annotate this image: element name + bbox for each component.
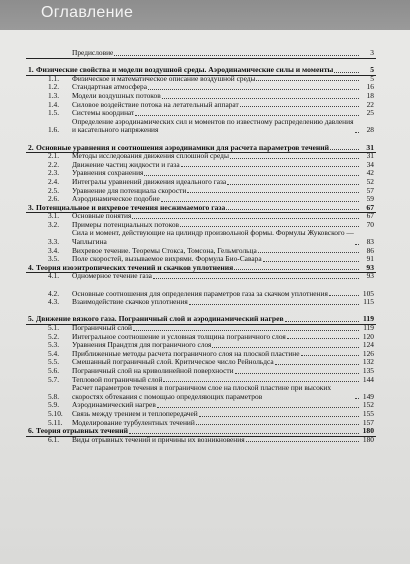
toc-entry-title: Виды отрывных течений и причины их возникновения <box>72 435 245 444</box>
toc-entry-page: 34 <box>366 159 374 169</box>
dot-leader <box>189 304 359 305</box>
dot-leader <box>187 192 359 193</box>
toc-entry-title: Примеры потенциальных потоков <box>72 220 180 229</box>
toc-entry-title: Предисловие <box>72 49 114 57</box>
toc-entry-page: 152 <box>362 400 374 410</box>
toc-entry-title: Уравнения сохранения <box>72 169 144 178</box>
toc-entry-page: 180 <box>362 434 374 444</box>
toc-entry-page: 119 <box>363 323 374 332</box>
toc-entry-number: 6. <box>28 426 34 436</box>
toc-entry-title: Поле скоростей, вызываемое вихрями. Формула Био-Савара <box>72 255 262 264</box>
toc-chapter <box>28 307 374 324</box>
dot-leader <box>240 106 359 107</box>
toc-entry-title: Вихревое течение. Теоремы Стокса, Томсона, Гельмгольца <box>72 246 257 255</box>
toc-entry <box>28 212 374 221</box>
toc-entry-page: 31 <box>366 151 374 161</box>
dot-leader <box>144 175 359 176</box>
toc-entry-page: 86 <box>366 245 374 255</box>
toc-entry-number: 3.5. <box>48 254 60 264</box>
dot-leader <box>163 381 359 382</box>
page-header <box>0 0 410 30</box>
dot-leader <box>230 158 359 159</box>
toc-entry <box>28 367 374 376</box>
toc-entry-number: 5.2. <box>48 331 60 341</box>
toc-entry-title: Тепловой пограничный слой <box>72 375 163 384</box>
dot-leader <box>355 132 359 133</box>
dot-leader <box>235 373 359 374</box>
dot-leader <box>180 226 359 227</box>
toc-entry-title: Пограничный слой <box>72 324 133 332</box>
toc-entry <box>28 169 374 178</box>
toc-entry-page: 83 <box>366 237 374 247</box>
toc-entry-page: 18 <box>366 90 374 100</box>
toc-entry-number: 2.2. <box>48 159 60 169</box>
toc-entry-number: 2.3. <box>48 168 60 178</box>
toc-entry <box>28 152 374 161</box>
dot-leader <box>285 321 359 322</box>
dot-leader <box>329 295 359 296</box>
dot-leader <box>212 347 359 348</box>
toc-entry-number: 5.11. <box>48 417 63 427</box>
toc-entry-title: Расчет параметров течения в пограничном слое на плоской пластине при высоких скоростях обтекания с помощью определяющих параметров <box>72 384 332 401</box>
toc-entry-page: 31 <box>366 142 374 152</box>
toc-entry-title: Уравнения Прандтля для пограничного слоя <box>72 341 212 350</box>
table-of-contents <box>28 49 374 444</box>
dot-leader <box>226 209 359 210</box>
dot-leader <box>196 424 359 425</box>
toc-entry-number: 1.6. <box>48 125 60 135</box>
toc-entry <box>28 221 374 230</box>
toc-entry-title: Методы исследования движения сплошной среды <box>72 152 229 161</box>
toc-entry <box>28 358 374 367</box>
toc-entry-number: 1.4. <box>48 99 60 109</box>
toc-entry <box>28 281 374 298</box>
toc-entry-number: 2.6. <box>48 194 60 204</box>
dot-leader <box>330 149 359 150</box>
dot-leader <box>114 55 359 56</box>
dot-leader <box>355 244 359 245</box>
toc-chapter <box>28 135 374 152</box>
toc-entry <box>28 178 374 187</box>
toc-entry-title: Смешанный пограничный слой. Критическое число Рейнольдса <box>72 358 274 367</box>
dot-leader <box>161 201 359 202</box>
dot-leader <box>287 338 359 339</box>
toc-entry-page: 70 <box>366 219 374 229</box>
toc-entry-title: Основные уравнения и соотношения аэродинамики для расчета параметров течений <box>36 143 329 152</box>
toc-entry-title: Основные соотношения для определения параметров газа за скачком уплотнения <box>72 289 328 298</box>
toc-entry-page: 42 <box>366 168 374 178</box>
toc-entry-page: 120 <box>362 331 374 341</box>
dot-leader <box>258 252 359 253</box>
toc-chapter <box>28 204 374 213</box>
toc-entry-page: 180 <box>362 426 374 436</box>
toc-entry-page: 115 <box>363 297 374 307</box>
toc-entry-title: Физическое и математическое описание воздушной среды <box>72 74 256 83</box>
dot-leader <box>234 269 359 270</box>
dot-leader <box>133 330 359 331</box>
toc-entry-number: 4.2. <box>48 288 60 298</box>
toc-chapter <box>28 427 374 436</box>
toc-entry-number: 1.1. <box>48 73 60 83</box>
toc-entry-page: 3 <box>370 48 374 57</box>
toc-entry-page: 105 <box>362 288 374 298</box>
toc-entry-number: 5.5. <box>48 357 60 367</box>
toc-entry <box>28 118 374 135</box>
toc-entry <box>28 83 374 92</box>
toc-entry-number: 3.4. <box>48 245 60 255</box>
toc-entry <box>28 49 374 58</box>
toc-entry-title: Аэродинамическое подобие <box>72 195 160 204</box>
toc-entry-page: 124 <box>362 340 374 350</box>
dot-leader <box>256 80 359 81</box>
toc-entry-page: 149 <box>362 391 374 401</box>
toc-entry-title: Силовое воздействие потока на летательный аппарат <box>72 100 239 109</box>
dot-leader <box>263 261 359 262</box>
toc-entry <box>28 161 374 170</box>
toc-entry-title: Теория отрывных течений <box>36 427 129 436</box>
toc-entry-title: Определение аэродинамических сил и моментов по известному распределению давления и касательного напряжения <box>72 117 354 135</box>
toc-entry-title: Потенциальное и вихревое течения несжимаемого газа <box>36 203 226 212</box>
toc-entry <box>28 229 374 246</box>
dot-leader <box>355 398 359 399</box>
toc-entry-title: Движение вязкого газа. Пограничный слой и аэродинамический нагрев <box>36 315 284 324</box>
toc-entry <box>28 350 374 359</box>
dot-leader <box>181 166 359 167</box>
toc-entry-number: 2.1. <box>48 151 60 161</box>
dot-leader <box>132 218 359 219</box>
toc-entry-page: 67 <box>366 202 374 212</box>
toc-entry-title: Основные понятия <box>72 212 132 221</box>
toc-entry-title: Приближенные методы расчета пограничного слоя на плоской пластине <box>72 349 300 358</box>
toc-entry-title: Движение частиц жидкости и газа <box>72 160 180 169</box>
toc-entry-number: 2. <box>28 142 34 152</box>
dot-leader <box>301 355 359 356</box>
toc-entry <box>28 401 374 410</box>
toc-entry <box>28 384 374 401</box>
toc-entry <box>28 298 374 307</box>
toc-entry-page: 59 <box>366 194 374 204</box>
dot-leader <box>246 441 359 442</box>
toc-entry-page: 5 <box>370 73 374 83</box>
toc-entry <box>28 195 374 204</box>
toc-entry-page: 67 <box>366 211 374 221</box>
toc-entry-page: 93 <box>366 271 374 281</box>
toc-entry-title: Физические свойства и модели воздушной среды. Аэродинамические силы и моменты <box>36 66 334 75</box>
toc-entry-number: 1. <box>28 65 34 75</box>
toc-entry-number: 3.3. <box>48 237 60 247</box>
toc-entry-title: Уравнение для потенциала скорости <box>72 186 187 195</box>
toc-entry-title: Взаимодействие скачков уплотнения <box>72 298 188 307</box>
toc-entry-number: 1.5. <box>48 108 60 118</box>
toc-entry <box>28 419 374 428</box>
toc-entry-number: 5.4. <box>48 348 60 358</box>
toc-entry <box>28 272 374 281</box>
toc-entry-page: 5 <box>370 65 374 75</box>
toc-entry-page: 119 <box>363 314 374 324</box>
toc-entry-number: 4. <box>28 262 34 272</box>
toc-entry-number: 5.1. <box>48 323 60 332</box>
toc-entry-number: 4.3. <box>48 297 60 307</box>
dot-leader <box>153 278 359 279</box>
toc-entry <box>28 75 374 84</box>
toc-entry-title: Связь между трением и теплопередачей <box>72 409 198 418</box>
toc-entry-title: Стандартная атмосфера <box>72 83 148 92</box>
toc-entry-number: 3.2. <box>48 219 60 229</box>
toc-entry-page: 28 <box>366 125 374 135</box>
toc-entry-page: 52 <box>366 176 374 186</box>
dot-leader <box>162 98 359 99</box>
toc-entry-title: Теория изоэнтропических течений и скачков уплотнения <box>36 263 234 272</box>
toc-entry <box>28 324 374 333</box>
toc-entry-title: Моделирование турбулентных течений <box>72 418 195 427</box>
toc-entry-number: 5.3. <box>48 340 60 350</box>
toc-entry-page: 57 <box>366 185 374 195</box>
toc-entry <box>28 410 374 419</box>
toc-entry <box>28 101 374 110</box>
toc-entry-number: 4.1. <box>48 271 60 281</box>
toc-entry <box>28 109 374 118</box>
toc-entry-page: 135 <box>362 365 374 375</box>
dot-leader <box>135 115 359 116</box>
toc-entry-page: 157 <box>362 417 374 427</box>
toc-entry-number: 2.4. <box>48 176 60 186</box>
toc-entry <box>28 341 374 350</box>
toc-entry <box>28 255 374 264</box>
toc-chapter <box>28 58 374 75</box>
toc-entry-title: Интегральное соотношение и условная толщина пограничного слоя <box>72 332 286 341</box>
toc-entry <box>28 376 374 385</box>
toc-entry-title: Пограничный слой на криволинейной поверхности <box>72 366 234 375</box>
toc-entry-page: 132 <box>362 357 374 367</box>
dot-leader <box>148 89 359 90</box>
dot-leader <box>334 72 359 73</box>
dot-leader <box>129 433 359 434</box>
toc-entry <box>28 247 374 256</box>
toc-entry-page: 93 <box>366 262 374 272</box>
toc-entry-number: 5. <box>28 314 34 324</box>
toc-entry-page: 155 <box>362 408 374 418</box>
toc-entry-title: Системы координат <box>72 109 135 118</box>
toc-entry-title: Аэродинамический нагрев <box>72 401 156 410</box>
toc-entry-page: 25 <box>366 108 374 118</box>
toc-entry-number: 5.8. <box>48 391 60 401</box>
toc-entry-number: 3. <box>28 202 34 212</box>
toc-entry-page: 16 <box>366 82 374 92</box>
dot-leader <box>199 416 359 417</box>
toc-entry-page: 126 <box>362 348 374 358</box>
dot-leader <box>227 184 359 185</box>
toc-entry <box>28 436 374 445</box>
toc-entry-number: 3.1. <box>48 211 60 221</box>
toc-entry-number: 5.6. <box>48 365 60 375</box>
page-title: Оглавление <box>41 4 134 21</box>
toc-entry-title: Интегралы уравнений движения идеального газа <box>72 177 227 186</box>
toc-entry-number: 1.3. <box>48 90 60 100</box>
toc-entry-number: 5.7. <box>48 374 60 384</box>
toc-entry-title: Сила и момент, действующие на цилиндр произвольной формы. Формулы Жуковского — Чаплыгина <box>72 229 354 247</box>
toc-entry-number: 2.5. <box>48 185 60 195</box>
toc-entry <box>28 187 374 196</box>
toc-entry-page: 144 <box>362 374 374 384</box>
toc-entry-title: Модели воздушных потоков <box>72 91 161 100</box>
toc-entry <box>28 92 374 101</box>
toc-entry-number: 5.10. <box>48 408 63 418</box>
dot-leader <box>275 364 359 365</box>
toc-entry-title: Одномерное течение газа <box>72 272 152 281</box>
toc-chapter <box>28 264 374 273</box>
toc-entry-page: 91 <box>366 254 374 264</box>
toc-entry-number: 1.2. <box>48 82 60 92</box>
toc-entry-number: 6.1. <box>48 434 60 444</box>
dot-leader <box>157 407 359 408</box>
toc-entry-number: 5.9. <box>48 400 60 410</box>
toc-entry-page: 22 <box>366 99 374 109</box>
toc-entry <box>28 333 374 342</box>
